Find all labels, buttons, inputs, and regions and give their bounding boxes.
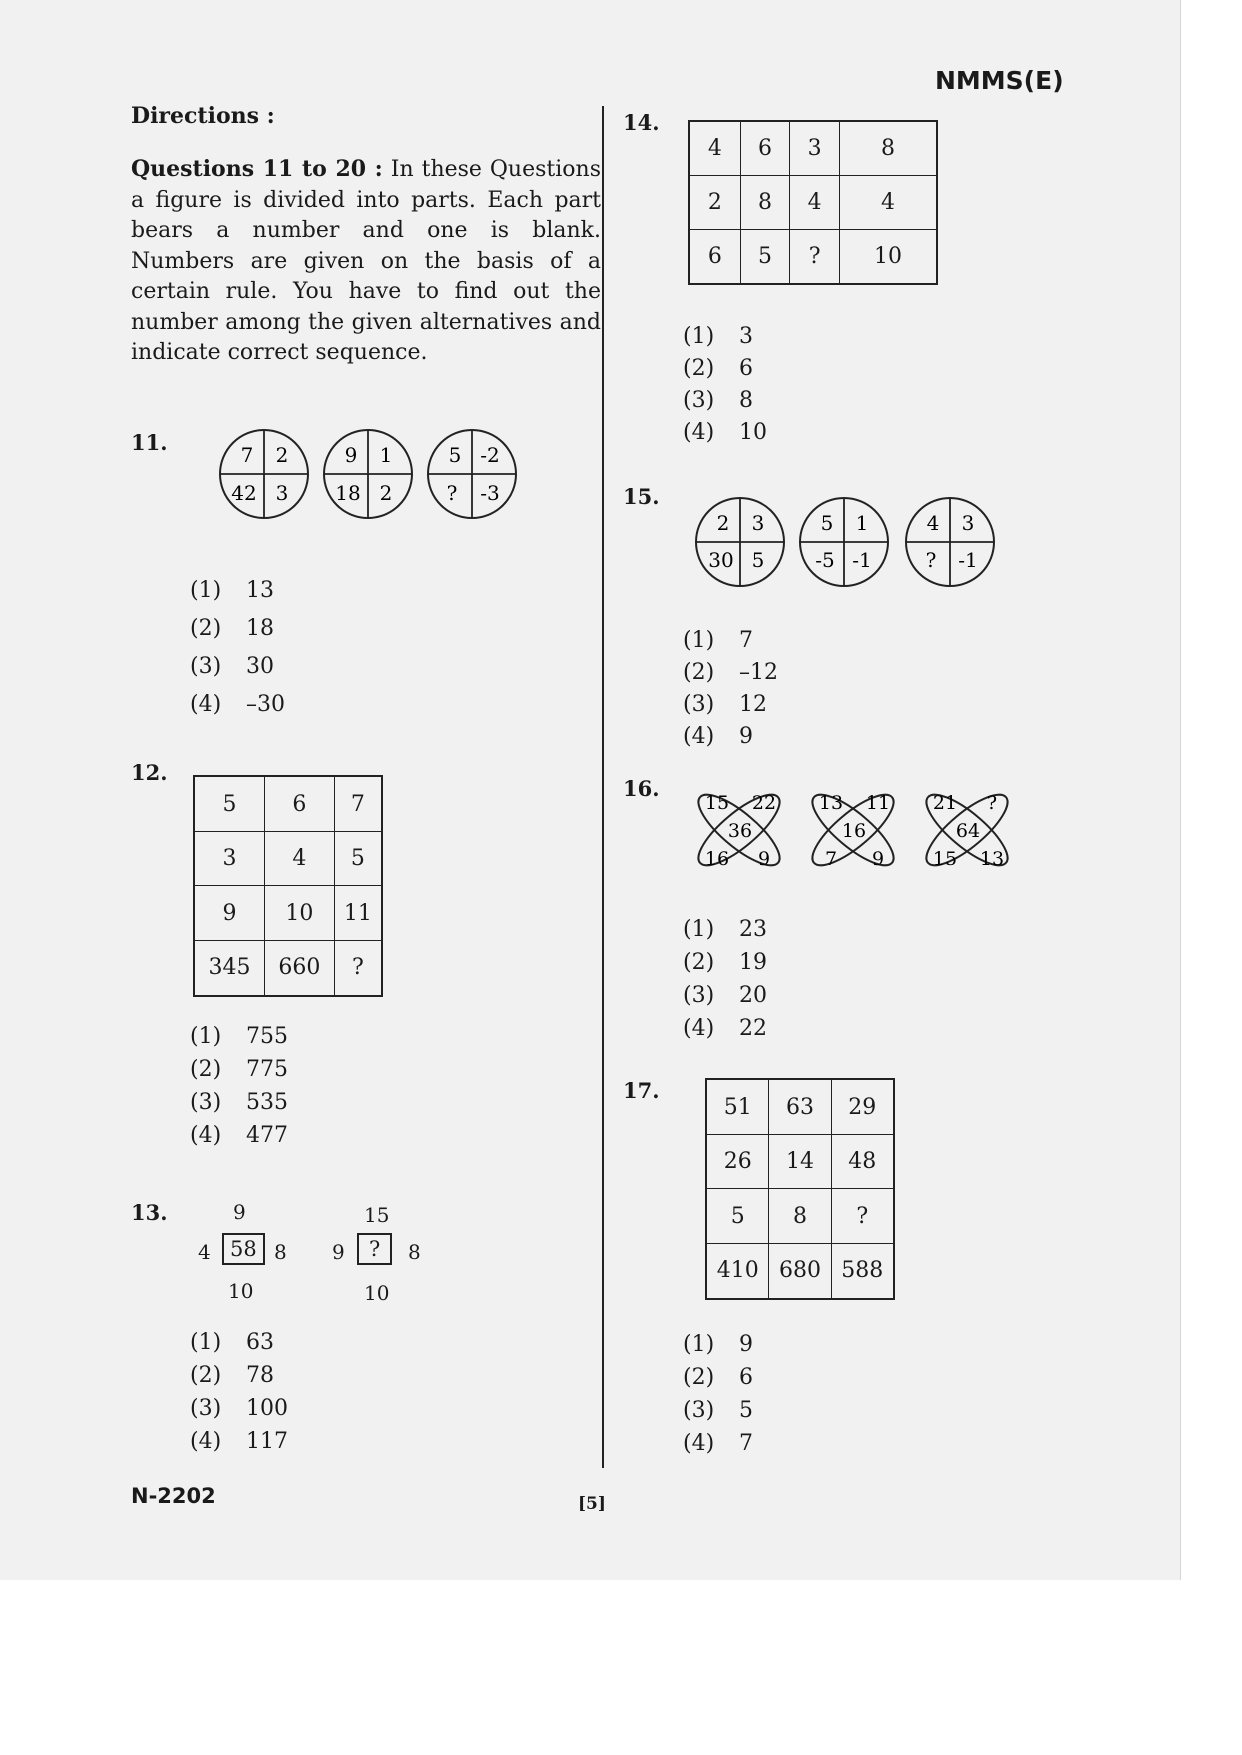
- q13-fig1-center: 58: [222, 1233, 265, 1265]
- option-item[interactable]: (3) 100: [190, 1396, 288, 1421]
- q15-c2-br: -1: [852, 548, 872, 572]
- grid-cell: 14: [769, 1135, 831, 1189]
- q13-fig1-top: 9: [233, 1200, 246, 1224]
- q11-c1-bl: 42: [231, 481, 257, 505]
- question-number: 14.: [623, 110, 660, 135]
- grid-cell: 5: [334, 832, 382, 886]
- option-item[interactable]: (4) 22: [683, 1016, 767, 1041]
- option-item[interactable]: (2) 775: [190, 1057, 288, 1082]
- q11-c1-tr: 2: [275, 443, 289, 467]
- q15-circle-3: [906, 498, 994, 586]
- q15-c3-bl: ?: [925, 548, 937, 572]
- grid-cell: 29: [831, 1079, 894, 1135]
- grid-cell: 26: [706, 1135, 769, 1189]
- grid-cell: 680: [769, 1243, 831, 1299]
- grid-cell: 6: [265, 776, 335, 832]
- q14-number-grid: [688, 120, 938, 285]
- grid-cell: ?: [831, 1189, 894, 1243]
- directions-lead: Questions 11 to 20 :: [131, 156, 383, 182]
- grid-cell: 48: [831, 1135, 894, 1189]
- q11-c2-bl: 18: [335, 481, 361, 505]
- q16-f1-center: 36: [727, 820, 753, 842]
- grid-cell: 3: [194, 832, 265, 886]
- q17-number-grid: [705, 1078, 895, 1300]
- directions-title: Directions :: [131, 103, 275, 129]
- question-number: 16.: [623, 776, 660, 801]
- grid-cell: 5: [740, 229, 790, 284]
- question-number: 17.: [623, 1078, 660, 1103]
- q16-options: [683, 913, 767, 1045]
- grid-cell: 4: [839, 176, 937, 230]
- q16-f3-tr: ?: [986, 792, 998, 814]
- option-item[interactable]: (1) 7: [683, 627, 753, 653]
- grid-cell: 5: [706, 1189, 769, 1243]
- q13-options: [190, 1326, 288, 1458]
- q16-f3-bl: 15: [932, 848, 958, 870]
- q15-c1-tl: 2: [716, 511, 730, 535]
- option-item[interactable]: (2) 19: [683, 950, 767, 975]
- q15-c1-tr: 3: [751, 511, 765, 535]
- q16-f1-bl: 16: [704, 848, 730, 870]
- q11-c1-tl: 7: [240, 443, 254, 467]
- option-item[interactable]: (1) 755: [190, 1024, 288, 1049]
- q15-c3-br: -1: [958, 548, 978, 572]
- q16-f1-br: 9: [757, 848, 771, 870]
- q13-fig2-top: 15: [364, 1203, 390, 1227]
- q15-c3-tr: 3: [961, 511, 975, 535]
- q11-circle-figures: [214, 424, 524, 524]
- grid-cell: 8: [769, 1189, 831, 1243]
- grid-cell: 410: [706, 1243, 769, 1299]
- q15-c2-bl: -5: [815, 548, 835, 572]
- option-item[interactable]: (4) –30: [190, 692, 285, 717]
- q16-f3-center: 64: [955, 820, 981, 842]
- grid-cell: 10: [839, 229, 937, 284]
- grid-cell: 8: [839, 121, 937, 176]
- option-item[interactable]: (1) 13: [190, 578, 274, 603]
- option-item[interactable]: (3) 20: [683, 983, 767, 1008]
- q16-f1-tr: 22: [751, 792, 777, 814]
- grid-cell: ?: [334, 940, 382, 996]
- option-item[interactable]: (2) 6: [683, 355, 753, 381]
- q11-c3-bl: ?: [446, 481, 458, 505]
- q16-f3-br: 13: [979, 848, 1005, 870]
- grid-cell: 345: [194, 940, 265, 996]
- q16-f2-bl: 7: [824, 848, 838, 870]
- option-item[interactable]: (4) 10: [683, 419, 767, 445]
- q16-cross-figures: [692, 780, 1022, 882]
- page-number: [5]: [578, 1494, 606, 1514]
- q16-f2-tr: 11: [865, 792, 891, 814]
- q13-fig2-right: 8: [408, 1240, 421, 1264]
- option-item[interactable]: (1) 3: [683, 323, 753, 349]
- grid-cell: 4: [790, 176, 840, 230]
- q16-f3-tl: 21: [932, 792, 958, 814]
- grid-cell: 6: [689, 229, 740, 284]
- question-number: 13.: [131, 1200, 168, 1225]
- grid-cell: 11: [334, 886, 382, 940]
- q16-figure-2: [803, 784, 903, 876]
- q16-f1-tl: 15: [704, 792, 730, 814]
- grid-cell: 4: [689, 121, 740, 176]
- q15-c2-tr: 1: [855, 511, 869, 535]
- q15-circle-1: [696, 498, 784, 586]
- option-item[interactable]: (1) 63: [190, 1330, 274, 1355]
- grid-cell: 51: [706, 1079, 769, 1135]
- q16-f2-br: 9: [871, 848, 885, 870]
- q13-fig2-left: 9: [332, 1240, 345, 1264]
- option-item[interactable]: (3) 30: [190, 654, 274, 679]
- option-item[interactable]: (1) 9: [683, 1332, 753, 1357]
- question-number: 11.: [131, 430, 168, 455]
- grid-cell: 7: [334, 776, 382, 832]
- q16-figure-1: [692, 784, 789, 876]
- q13-fig1-bottom: 10: [228, 1279, 254, 1303]
- q15-c3-tl: 4: [926, 511, 940, 535]
- grid-cell: 10: [265, 886, 335, 940]
- q11-c2-tr: 1: [379, 443, 393, 467]
- grid-cell: 2: [689, 176, 740, 230]
- q13-fig1-right: 8: [274, 1240, 287, 1264]
- q15-c1-br: 5: [751, 548, 765, 572]
- q16-f2-tl: 13: [818, 792, 844, 814]
- option-item[interactable]: (3) 12: [683, 691, 767, 717]
- option-item[interactable]: (3) 5: [683, 1398, 753, 1423]
- directions-text: [131, 154, 601, 369]
- q13-fig2-center: ?: [357, 1233, 392, 1265]
- column-divider: [602, 106, 604, 1468]
- option-item[interactable]: (3) 535: [190, 1090, 288, 1115]
- q13-fig1-left: 4: [198, 1240, 211, 1264]
- q15-c1-bl: 30: [708, 548, 734, 572]
- q15-circle-2: [800, 498, 888, 586]
- grid-cell: 4: [265, 832, 335, 886]
- option-item[interactable]: (2) 18: [190, 616, 274, 641]
- footer-code: N-2202: [131, 1484, 216, 1508]
- q11-circle-1: [220, 430, 308, 518]
- q11-c3-br: -3: [480, 481, 500, 505]
- directions-body: In these Questions a figure is divided into parts. Each part bears a number and one is blank. Numbers are given on the basis of a certain rule. You have to find out the number among the given alternatives and indicate correct sequence.: [131, 157, 601, 365]
- grid-cell: 63: [769, 1079, 831, 1135]
- grid-cell: 9: [194, 886, 265, 940]
- q16-figure-3: [917, 784, 1017, 876]
- q11-circle-2: [324, 430, 412, 518]
- option-item[interactable]: (3) 8: [683, 387, 753, 413]
- q11-c1-br: 3: [275, 481, 289, 505]
- grid-cell: 660: [265, 940, 335, 996]
- q11-c2-br: 2: [379, 481, 393, 505]
- option-item[interactable]: (4) 477: [190, 1123, 288, 1148]
- exam-code-header: NMMS(E): [935, 66, 1064, 95]
- q12-number-grid: [193, 775, 383, 997]
- grid-cell: 6: [740, 121, 790, 176]
- grid-cell: 5: [194, 776, 265, 832]
- q11-c3-tr: -2: [480, 443, 500, 467]
- grid-cell: 3: [790, 121, 840, 176]
- option-item[interactable]: (2) –12: [683, 659, 778, 685]
- grid-cell: ?: [790, 229, 840, 284]
- q15-options: [683, 624, 778, 752]
- grid-cell: 588: [831, 1243, 894, 1299]
- q11-circle-3: [428, 430, 516, 518]
- q15-c2-tl: 5: [820, 511, 834, 535]
- option-item[interactable]: (4) 9: [683, 723, 753, 749]
- option-item[interactable]: (1) 23: [683, 917, 767, 942]
- q12-options: [190, 1020, 288, 1152]
- q13-fig2-bottom: 10: [364, 1281, 390, 1305]
- question-number: 15.: [623, 484, 660, 509]
- q16-f2-center: 16: [841, 820, 867, 842]
- q11-c3-tl: 5: [448, 443, 462, 467]
- q11-c2-tl: 9: [344, 443, 358, 467]
- q14-options: [683, 320, 767, 448]
- question-number: 12.: [131, 760, 168, 785]
- option-item[interactable]: (4) 117: [190, 1429, 288, 1454]
- grid-cell: 8: [740, 176, 790, 230]
- option-item[interactable]: (2) 78: [190, 1363, 274, 1388]
- option-item[interactable]: (2) 6: [683, 1365, 753, 1390]
- q15-circle-figures: [692, 494, 1004, 590]
- q17-options: [683, 1328, 753, 1460]
- q11-options: [190, 574, 285, 721]
- option-item[interactable]: (4) 7: [683, 1431, 753, 1456]
